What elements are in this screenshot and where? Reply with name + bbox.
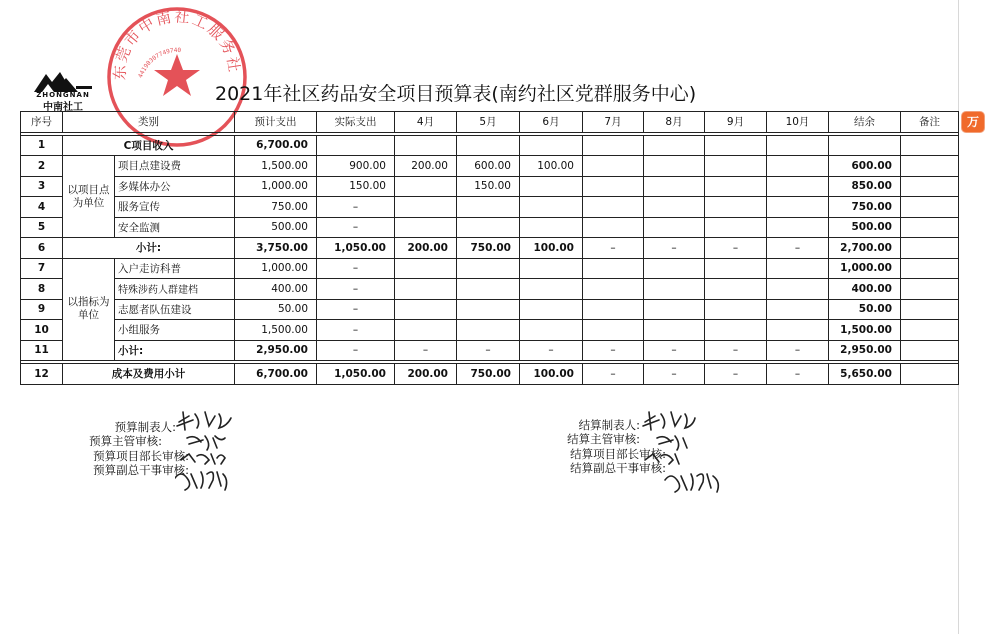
- logo-text-en: ZHONGNAN: [36, 91, 90, 99]
- cell-sep: –: [705, 238, 767, 259]
- sig-settle-supervisor-label: 结算主管审核:: [567, 432, 640, 447]
- cell-planned: 50.00: [235, 299, 317, 320]
- cell-may: 750.00: [457, 238, 520, 259]
- table-row: [21, 258, 959, 279]
- cell-balance: 1,500.00: [829, 320, 901, 341]
- header-planned: 预计支出: [235, 112, 317, 133]
- cell-jun: 100.00: [520, 156, 583, 177]
- cell-item: 志愿者队伍建设: [115, 299, 235, 320]
- budget-table: [20, 111, 959, 385]
- cell-no: 6: [21, 238, 63, 259]
- cell-balance: 500.00: [829, 217, 901, 238]
- cell-actual: 900.00: [317, 156, 395, 177]
- header-jul: 7月: [583, 112, 644, 133]
- budget-signatures: [64, 420, 189, 477]
- cell-planned: 500.00: [235, 217, 317, 238]
- cell-planned: 2,950.00: [235, 340, 317, 361]
- table-row: [21, 279, 959, 300]
- document-title: 2021年社区药品安全项目预算表(南约社区党群服务中心): [215, 83, 697, 105]
- cell-item: 多媒体办公: [115, 176, 235, 197]
- header-may: 5月: [457, 112, 520, 133]
- cell-oct: –: [767, 238, 829, 259]
- cell-balance: 400.00: [829, 279, 901, 300]
- cell-item: 项目点建设费: [115, 156, 235, 177]
- cell-may: –: [457, 340, 520, 361]
- cell-aug: –: [644, 364, 705, 385]
- header-oct: 10月: [767, 112, 829, 133]
- group-by-project-point: 以项目点为单位: [63, 156, 115, 238]
- header-balance: 结余: [829, 112, 901, 133]
- svg-text:东莞市中南社工服务社: 东莞市中南社工服务社: [110, 7, 244, 81]
- cell-category: C项目收入: [63, 135, 235, 156]
- settlement-signatures: [560, 418, 666, 475]
- table-row: [21, 217, 959, 238]
- sig-settle-dept-head-label: 结算项目部长审核:: [570, 446, 666, 461]
- sig-budget-deputy-director-label: 预算副总干事审核:: [93, 462, 189, 477]
- table-row: [21, 135, 959, 156]
- cell-apr: 200.00: [395, 238, 457, 259]
- sig-settle-preparer-label: 结算制表人:: [578, 418, 640, 432]
- cell-actual: –: [317, 279, 395, 300]
- cell-jun: –: [520, 340, 583, 361]
- logo-text-cn: 中南社工: [43, 102, 83, 113]
- company-logo: [26, 70, 100, 113]
- cell-oct: –: [767, 340, 829, 361]
- header-jun: 6月: [520, 112, 583, 133]
- table-row: [21, 299, 959, 320]
- cell-jul: –: [583, 364, 644, 385]
- header-apr: 4月: [395, 112, 457, 133]
- cell-actual: –: [317, 197, 395, 218]
- cell-no: 3: [21, 176, 63, 197]
- sig-settle-deputy-director-label: 结算副总干事审核:: [570, 460, 666, 475]
- table-row: [21, 156, 959, 177]
- header-no: 序号: [21, 112, 63, 133]
- table-row-subtotal: [21, 238, 959, 259]
- header-remark: 备注: [901, 112, 959, 133]
- cell-planned: 750.00: [235, 197, 317, 218]
- group-by-indicator: 以指标为单位: [63, 258, 115, 361]
- cell-balance: 1,000.00: [829, 258, 901, 279]
- cell-balance: 750.00: [829, 197, 901, 218]
- table-row-subtotal: [21, 340, 959, 361]
- cell-actual: –: [317, 340, 395, 361]
- cell-jun: 100.00: [520, 364, 583, 385]
- cell-oct: –: [767, 364, 829, 385]
- cell-balance: 600.00: [829, 156, 901, 177]
- cell-jul: –: [583, 340, 644, 361]
- cell-item: 入户走访科普: [115, 258, 235, 279]
- cell-item: 小计:: [115, 340, 235, 361]
- table-row: [21, 320, 959, 341]
- cell-no: 4: [21, 197, 63, 218]
- cell-planned: 3,750.00: [235, 238, 317, 259]
- cell-may: 750.00: [457, 364, 520, 385]
- side-tool-badge[interactable]: 万: [962, 112, 984, 132]
- cell-planned: 1,000.00: [235, 176, 317, 197]
- table-row: [21, 176, 959, 197]
- cell-actual: –: [317, 299, 395, 320]
- cell-balance: 2,700.00: [829, 238, 901, 259]
- header-actual: 实际支出: [317, 112, 395, 133]
- cell-planned: 400.00: [235, 279, 317, 300]
- cell-planned: 1,500.00: [235, 320, 317, 341]
- cell-sep: –: [705, 364, 767, 385]
- cell-actual: 1,050.00: [317, 364, 395, 385]
- cell-actual: 1,050.00: [317, 238, 395, 259]
- cell-planned: 6,700.00: [235, 364, 317, 385]
- cell-balance: 2,950.00: [829, 340, 901, 361]
- table-row: [21, 197, 959, 218]
- cell-planned: 1,500.00: [235, 156, 317, 177]
- cell-item: 特殊涉药人群建档: [115, 279, 235, 300]
- table-header-row: [21, 112, 959, 133]
- cell-aug: –: [644, 340, 705, 361]
- cell-actual: –: [317, 258, 395, 279]
- cell-balance: 50.00: [829, 299, 901, 320]
- cell-no: 12: [21, 364, 63, 385]
- cell-actual: 150.00: [317, 176, 395, 197]
- cell-apr: 200.00: [395, 364, 457, 385]
- cell-no: 8: [21, 279, 63, 300]
- cell-planned: 6,700.00: [235, 135, 317, 156]
- svg-text:44190307749740: 44190307749740: [137, 46, 182, 79]
- cell-sep: –: [705, 340, 767, 361]
- cell-item: 服务宣传: [115, 197, 235, 218]
- cell-no: 11: [21, 340, 63, 361]
- sig-budget-supervisor-label: 预算主管审核:: [89, 434, 162, 449]
- cell-no: 5: [21, 217, 63, 238]
- cell-aug: –: [644, 238, 705, 259]
- header-aug: 8月: [644, 112, 705, 133]
- cell-balance: 850.00: [829, 176, 901, 197]
- cell-actual: –: [317, 217, 395, 238]
- cell-may: 150.00: [457, 176, 520, 197]
- cell-actual: –: [317, 320, 395, 341]
- header-sep: 9月: [705, 112, 767, 133]
- cell-no: 10: [21, 320, 63, 341]
- cell-jul: –: [583, 238, 644, 259]
- cell-may: 600.00: [457, 156, 520, 177]
- sig-budget-dept-head-label: 预算项目部长审核:: [93, 448, 189, 463]
- cell-item: 小组服务: [115, 320, 235, 341]
- cell-no: 9: [21, 299, 63, 320]
- cell-balance: 5,650.00: [829, 364, 901, 385]
- cell-no: 1: [21, 135, 63, 156]
- cell-category: 成本及费用小计: [63, 364, 235, 385]
- cell-planned: 1,000.00: [235, 258, 317, 279]
- cell-apr: –: [395, 340, 457, 361]
- header-category: 类别: [63, 112, 235, 133]
- cell-item: 小计:: [63, 238, 235, 259]
- cell-no: 7: [21, 258, 63, 279]
- cell-jun: 100.00: [520, 238, 583, 259]
- cell-apr: 200.00: [395, 156, 457, 177]
- cell-item: 安全监测: [115, 217, 235, 238]
- table-row-total: [21, 364, 959, 385]
- sig-budget-preparer-label: 预算制表人:: [114, 420, 176, 434]
- cell-no: 2: [21, 156, 63, 177]
